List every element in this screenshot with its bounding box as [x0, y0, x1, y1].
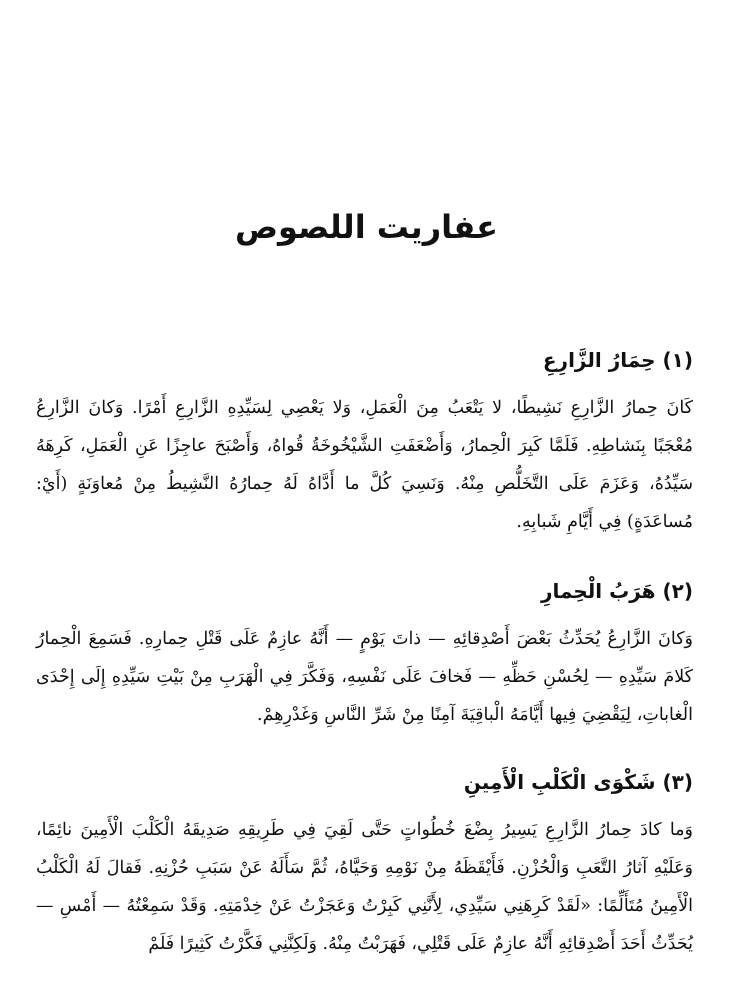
section-heading: (٢) هَرَبُ الْحِمارِ	[540, 579, 693, 603]
section-paragraph: وَكانَ الزَّارِعُ يُحَدِّثُ بَعْضَ أَصْدِقائِهِ — ذاتَ يَوْمٍ — أَنَّهُ عازِمٌ عَلَى قَتْلِ حِمارِهِ. فَسَمِعَ الْحِمارُ كَلامَ سَيِّدِهِ — لِحُسْنِ حَظِّهِ — فَخافَ عَلَى نَفْسِهِ، وَفَكَّرَ فِي الْهَرَبِ مِنْ بَيْتِ سَيِّدِهِ إِلَى إِحْدَى الْغاباتِ، لِيَقْضِيَ فِيها أَيَّامَهُ الْباقِيَةَ آمِنًا مِنْ شَرِّ النَّاسِ وَغَدْرِهِمْ.	[36, 629, 693, 725]
section-dog-complaint	[36, 765, 693, 963]
section-paragraph: كَانَ حِمارُ الزَّارِعِ نَشِيطًا، لا يَتْعَبُ مِنَ الْعَمَلِ، وَلا يَعْصِي لِسَيِّدِهِ الزَّارِعِ أَمْرًا. وَكانَ الزَّارِعُ مُعْجَبًا بِنَشاطِهِ. فَلَمَّا كَبِرَ الْحِمارُ، وَأَضْعَفَتِ الشَّيْخُوخَةُ قُواهُ، وَأَصْبَحَ عاجِزًا عَنِ الْعَمَلِ، كَرِهَهُ سَيِّدُهُ، وَعَزَمَ عَلَى التَّخَلُّصِ مِنْهُ. وَنَسِيَ كُلَّ ما أَدَّاهُ لَهُ حِمارُهُ النَّشِيطُ مِنْ مُعاوَنَةٍ (أَيْ: مُساعَدَةٍ) فِي أَيَّامِ شَبابِهِ.	[36, 398, 693, 532]
section-paragraph: وَما كادَ حِمارُ الزَّارِعِ يَسِيرُ بِضْعَ خُطُواتٍ حَتَّى لَقِيَ فِي طَرِيقِهِ صَدِيقَهُ الْكَلْبَ الْأَمِينَ نائِمًا، وَعَلَيْهِ آثارُ التَّعَبِ وَالْحُزْنِ. فَأَيْقَظَهُ مِنْ نَوْمِهِ وَحَيَّاهُ، ثُمَّ سَأَلَهُ عَنْ سَبَبِ حُزْنِهِ. فَقالَ لَهُ الْكَلْبُ الْأَمِينُ مُتَأَلِّمًا: «لَقَدْ كَرِهَنِي سَيِّدِي، لِأَنَّنِي كَبِرْتُ وَعَجَزْتُ عَنْ خِدْمَتِهِ. وَقَدْ سَمِعْتُهُ — أَمْسِ — يُحَدِّثُ أَحَدَ أَصْدِقائِهِ أَنَّهُ عازِمٌ عَلَى قَتْلِي، فَهَرَبْتُ مِنْهُ. وَلَكِنَّنِي فَكَّرْتُ كَثِيرًا فَلَمْ	[36, 820, 693, 954]
page-title: عفاريت اللصوص	[234, 208, 499, 246]
section-escape	[36, 574, 693, 734]
section-donkey	[36, 343, 693, 541]
section-heading: (٣) شَكْوَى الْكَلْبِ الْأَمِينِ	[463, 770, 693, 794]
section-heading: (١) حِمَارُ الزَّارِعِ	[542, 348, 693, 372]
